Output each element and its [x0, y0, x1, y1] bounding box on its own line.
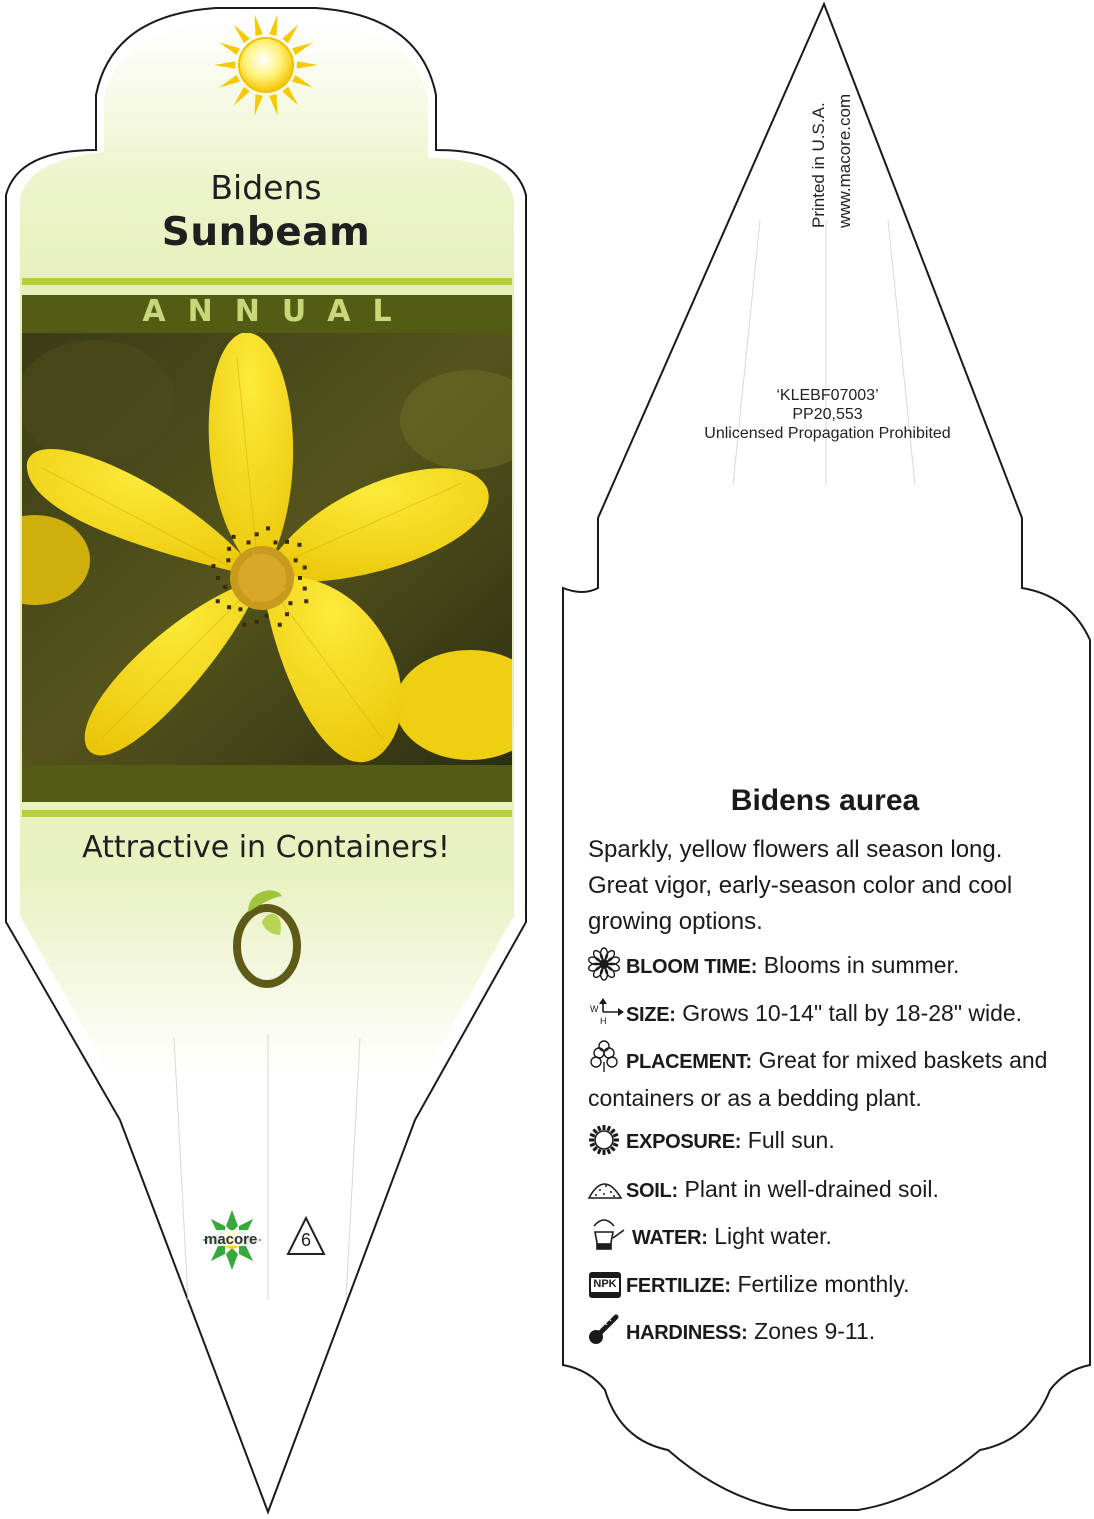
size-icon-h: H: [600, 1016, 607, 1026]
care-label: HARDINESS:: [626, 1322, 748, 1344]
patent-block: [640, 386, 1015, 443]
care-water: [588, 1218, 1094, 1256]
variety-name: Sunbeam: [161, 210, 371, 255]
photo-bottom-band: [22, 765, 512, 802]
cultivar-code: ‘KLEBF07003’: [776, 387, 879, 404]
care-size: [588, 995, 1094, 1033]
care-value: Fertilize monthly.: [737, 1271, 910, 1297]
care-placement: [588, 1042, 1058, 1117]
patent-number: PP20,553: [792, 406, 863, 423]
care-label: SOIL:: [626, 1180, 678, 1202]
size-icon-w: W: [590, 1004, 599, 1014]
macore-logo-text: macore: [204, 1231, 258, 1248]
description: Sparkly, yellow flowers all season long. Great vigor, early-season color and cool growing options.: [588, 836, 1013, 935]
lime-rule-bottom: [22, 810, 512, 817]
care-value: Plant in well-drained soil.: [684, 1176, 939, 1202]
care-label: SIZE:: [626, 1004, 676, 1026]
care-label: FERTILIZE:: [626, 1275, 731, 1297]
care-label: WATER:: [632, 1227, 708, 1249]
care-value: Great for mixed baskets and containers or as a bedding plant.: [588, 1047, 1048, 1111]
care-soil: [588, 1171, 1094, 1209]
care-value: Zones 9-11.: [754, 1318, 876, 1344]
care-value: Full sun.: [747, 1127, 835, 1153]
lime-rule-top: [22, 278, 512, 285]
printed-in: Printed in U.S.A.: [809, 102, 828, 228]
tagline: Attractive in Containers!: [82, 830, 450, 865]
care-label: BLOOM TIME:: [626, 956, 758, 978]
species-name: Bidens aurea: [730, 784, 920, 817]
propagation-notice: Unlicensed Propagation Prohibited: [704, 425, 951, 442]
care-value: Grows 10-14" tall by 18-28" wide.: [682, 1000, 1023, 1026]
care-exposure: [588, 1122, 1094, 1160]
recycle-code: 6: [300, 1230, 311, 1250]
care-hardiness: [588, 1313, 1094, 1351]
website: www.macore.com: [835, 93, 854, 228]
care-value: Light water.: [714, 1223, 832, 1249]
care-bloom-time: [588, 947, 1094, 985]
npk-icon-label: NPK: [593, 1278, 617, 1290]
plant-type-label: ANNUAL: [142, 294, 414, 329]
printed-info: [806, 94, 858, 228]
care-fertilize: [588, 1266, 1094, 1304]
flower-photo: [0, 333, 545, 765]
care-label: EXPOSURE:: [626, 1131, 742, 1153]
care-value: Blooms in summer.: [763, 952, 960, 978]
genus-name: Bidens: [210, 168, 322, 207]
care-label: PLACEMENT:: [626, 1051, 752, 1073]
